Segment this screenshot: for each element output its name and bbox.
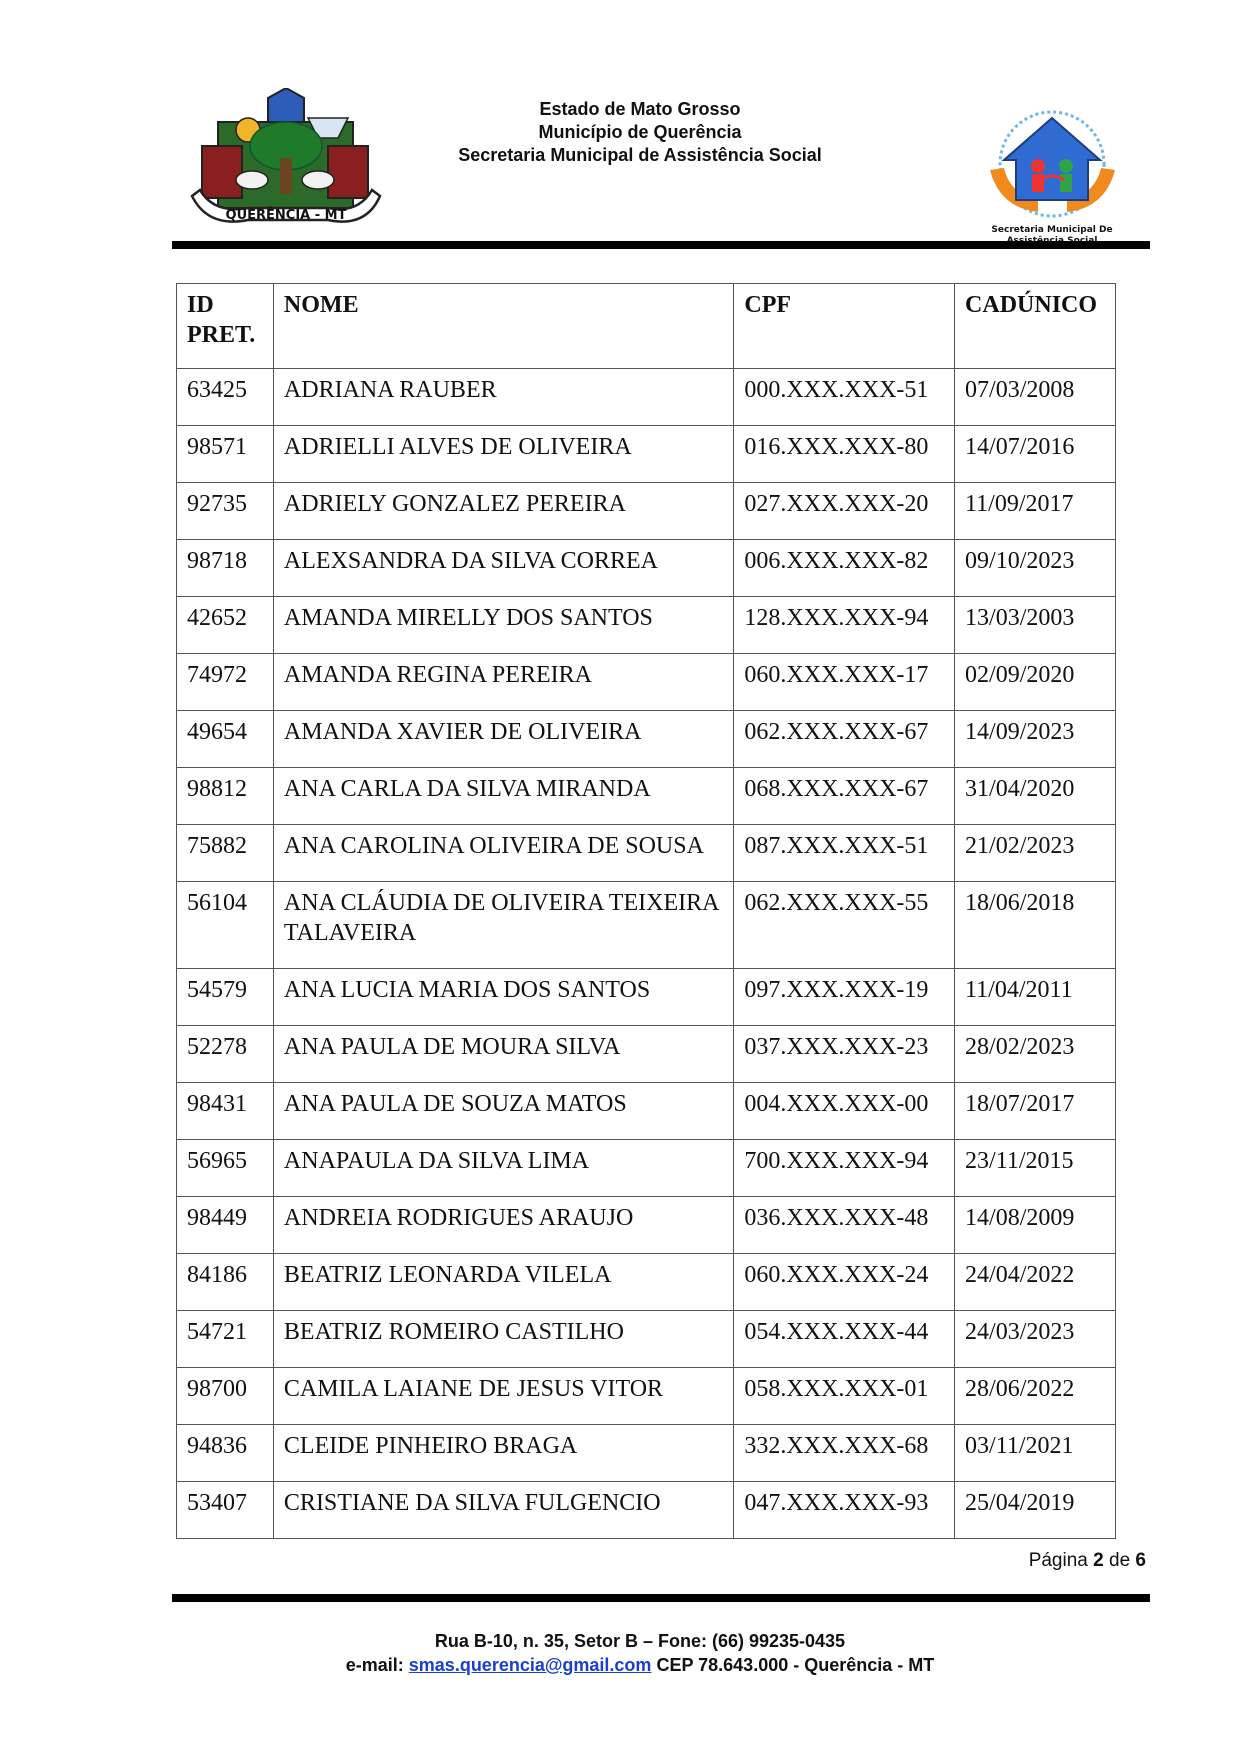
cell-nome: ANA CARLA DA SILVA MIRANDA (273, 768, 733, 825)
cell-cpf: 062.XXX.XXX-67 (734, 711, 955, 768)
table-row (177, 1083, 1116, 1140)
col-header-id: ID PRET. (177, 284, 274, 369)
cell-cadunico: 21/02/2023 (955, 825, 1116, 882)
cell-cadunico: 28/06/2022 (955, 1368, 1116, 1425)
table-row (177, 882, 1116, 969)
cell-cpf: 054.XXX.XXX-44 (734, 1311, 955, 1368)
table-header-row (177, 284, 1116, 369)
table-row (177, 1140, 1116, 1197)
page-label: Página (1028, 1550, 1088, 1571)
logo-caption-line1: Secretaria Municipal De (991, 225, 1113, 235)
cell-nome: ANDREIA RODRIGUES ARAUJO (273, 1197, 733, 1254)
table-row (177, 825, 1116, 882)
cell-id: 92735 (177, 483, 274, 540)
cell-cadunico: 09/10/2023 (955, 540, 1116, 597)
table-row (177, 483, 1116, 540)
cell-nome: AMANDA XAVIER DE OLIVEIRA (273, 711, 733, 768)
cell-nome: CLEIDE PINHEIRO BRAGA (273, 1425, 733, 1482)
footer (280, 1629, 1000, 1677)
cell-nome: ANA CLÁUDIA DE OLIVEIRA TEIXEIRA TALAVEIRA (273, 882, 733, 969)
social-assistance-logo (980, 108, 1125, 246)
footer-email-link[interactable]: smas.querencia@gmail.com (408, 1655, 652, 1675)
cell-id: 84186 (177, 1254, 274, 1311)
cell-id: 54721 (177, 1311, 274, 1368)
cell-nome: ANA CAROLINA OLIVEIRA DE SOUSA (273, 825, 733, 882)
table-row (177, 1482, 1116, 1539)
cell-cadunico: 14/08/2009 (955, 1197, 1116, 1254)
page-current: 2 (1093, 1550, 1104, 1571)
table-row (177, 369, 1116, 426)
table-row (177, 1197, 1116, 1254)
col-header-cadunico: CADÚNICO (955, 284, 1116, 369)
footer-address: Rua B-10, n. 35, Setor B – Fone: (66) 99235-0435 (434, 1631, 846, 1651)
cell-id: 52278 (177, 1026, 274, 1083)
cell-cadunico: 14/07/2016 (955, 426, 1116, 483)
table-row (177, 1026, 1116, 1083)
cell-cadunico: 23/11/2015 (955, 1140, 1116, 1197)
cell-cpf: 006.XXX.XXX-82 (734, 540, 955, 597)
cell-cadunico: 13/03/2003 (955, 597, 1116, 654)
cell-nome: ANA PAULA DE SOUZA MATOS (273, 1083, 733, 1140)
table-row (177, 1254, 1116, 1311)
cell-id: 98571 (177, 426, 274, 483)
table-row (177, 1368, 1116, 1425)
cell-cpf: 037.XXX.XXX-23 (734, 1026, 955, 1083)
cell-cpf: 060.XXX.XXX-24 (734, 1254, 955, 1311)
table-row (177, 1311, 1116, 1368)
cell-cpf: 062.XXX.XXX-55 (734, 882, 955, 969)
header-divider (172, 241, 1150, 249)
cell-nome: ANA LUCIA MARIA DOS SANTOS (273, 969, 733, 1026)
page-number (1000, 1550, 1146, 1572)
cell-cadunico: 24/03/2023 (955, 1311, 1116, 1368)
cell-id: 98812 (177, 768, 274, 825)
beneficiaries-table (176, 283, 1116, 1539)
header-title-block (380, 98, 900, 167)
cell-cadunico: 02/09/2020 (955, 654, 1116, 711)
page-total: 6 (1135, 1550, 1146, 1571)
cell-cpf: 128.XXX.XXX-94 (734, 597, 955, 654)
cell-nome: ANAPAULA DA SILVA LIMA (273, 1140, 733, 1197)
cell-cpf: 332.XXX.XXX-68 (734, 1425, 955, 1482)
cell-cadunico: 18/07/2017 (955, 1083, 1116, 1140)
table-row (177, 426, 1116, 483)
cell-nome: CAMILA LAIANE DE JESUS VITOR (273, 1368, 733, 1425)
cell-cpf: 004.XXX.XXX-00 (734, 1083, 955, 1140)
cell-cpf: 087.XXX.XXX-51 (734, 825, 955, 882)
cell-id: 42652 (177, 597, 274, 654)
cell-cadunico: 14/09/2023 (955, 711, 1116, 768)
cell-id: 63425 (177, 369, 274, 426)
cell-id: 98431 (177, 1083, 274, 1140)
cell-cpf: 058.XXX.XXX-01 (734, 1368, 955, 1425)
header-secretariat: Secretaria Municipal de Assistência Social (458, 145, 822, 165)
footer-email-label: e-mail: (345, 1655, 404, 1675)
table-row (177, 540, 1116, 597)
cell-id: 98718 (177, 540, 274, 597)
cell-nome: AMANDA MIRELLY DOS SANTOS (273, 597, 733, 654)
cell-cadunico: 11/04/2011 (955, 969, 1116, 1026)
cell-cpf: 068.XXX.XXX-67 (734, 768, 955, 825)
cell-nome: ADRIELY GONZALEZ PEREIRA (273, 483, 733, 540)
col-header-cpf: CPF (734, 284, 955, 369)
footer-divider (172, 1594, 1150, 1602)
cell-cadunico: 18/06/2018 (955, 882, 1116, 969)
cell-id: 75882 (177, 825, 274, 882)
page-of: de (1109, 1550, 1131, 1571)
table-row (177, 1425, 1116, 1482)
cell-cadunico: 07/03/2008 (955, 369, 1116, 426)
header-municipality: Município de Querência (538, 122, 742, 142)
cell-nome: ADRIELLI ALVES DE OLIVEIRA (273, 426, 733, 483)
footer-cep: CEP 78.643.000 - Querência - MT (656, 1655, 935, 1675)
cell-id: 49654 (177, 711, 274, 768)
cell-cpf: 000.XXX.XXX-51 (734, 369, 955, 426)
cell-cadunico: 25/04/2019 (955, 1482, 1116, 1539)
municipal-coat-of-arms-logo (188, 88, 383, 236)
table-row (177, 768, 1116, 825)
cell-cpf: 036.XXX.XXX-48 (734, 1197, 955, 1254)
cell-id: 56104 (177, 882, 274, 969)
cell-id: 56965 (177, 1140, 274, 1197)
cell-cadunico: 24/04/2022 (955, 1254, 1116, 1311)
cell-cadunico: 11/09/2017 (955, 483, 1116, 540)
cell-cadunico: 31/04/2020 (955, 768, 1116, 825)
cell-nome: CRISTIANE DA SILVA FULGENCIO (273, 1482, 733, 1539)
cell-cpf: 097.XXX.XXX-19 (734, 969, 955, 1026)
cell-cpf: 027.XXX.XXX-20 (734, 483, 955, 540)
cell-nome: AMANDA REGINA PEREIRA (273, 654, 733, 711)
footer-contact (280, 1653, 1000, 1677)
cell-cpf: 700.XXX.XXX-94 (734, 1140, 955, 1197)
cell-nome: BEATRIZ ROMEIRO CASTILHO (273, 1311, 733, 1368)
cell-nome: ALEXSANDRA DA SILVA CORREA (273, 540, 733, 597)
cell-nome: BEATRIZ LEONARDA VILELA (273, 1254, 733, 1311)
table-row (177, 969, 1116, 1026)
cell-id: 94836 (177, 1425, 274, 1482)
cell-id: 74972 (177, 654, 274, 711)
table-row (177, 711, 1116, 768)
cell-cpf: 016.XXX.XXX-80 (734, 426, 955, 483)
cell-cpf: 047.XXX.XXX-93 (734, 1482, 955, 1539)
col-header-nome: NOME (273, 284, 733, 369)
cell-cadunico: 03/11/2021 (955, 1425, 1116, 1482)
cell-nome: ADRIANA RAUBER (273, 369, 733, 426)
coat-of-arms-banner-text: QUERÊNCIA - MT (225, 208, 347, 223)
cell-id: 54579 (177, 969, 274, 1026)
table-row (177, 597, 1116, 654)
cell-nome: ANA PAULA DE MOURA SILVA (273, 1026, 733, 1083)
cell-id: 98449 (177, 1197, 274, 1254)
cell-id: 53407 (177, 1482, 274, 1539)
cell-cpf: 060.XXX.XXX-17 (734, 654, 955, 711)
header-state: Estado de Mato Grosso (539, 99, 741, 119)
cell-id: 98700 (177, 1368, 274, 1425)
cell-cadunico: 28/02/2023 (955, 1026, 1116, 1083)
table-row (177, 654, 1116, 711)
